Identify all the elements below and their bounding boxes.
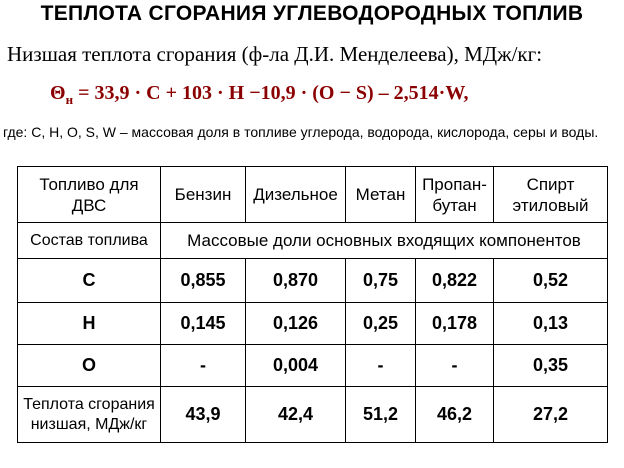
table-cell: 0,75 — [346, 259, 416, 303]
header-ethanol — [494, 167, 608, 223]
table-cell: 0,822 — [416, 259, 494, 303]
subtitle: Низшая теплота сгорания (ф-ла Д.И. Менделеева), МДж/кг: — [7, 42, 543, 66]
page-title: ТЕПЛОТА СГОРАНИЯ УГЛЕВОДОРОДНЫХ ТОПЛИВ — [40, 2, 584, 25]
table-cell: 0,126 — [246, 303, 346, 345]
heat-value: 42,4 — [246, 387, 346, 443]
header-line: Спирт — [526, 174, 575, 194]
table-header-row — [18, 167, 608, 223]
table-row — [18, 303, 608, 345]
heat-row — [18, 387, 608, 443]
row-label: C — [18, 259, 161, 303]
row-label: O — [18, 345, 161, 387]
header-propane-butane — [416, 167, 494, 223]
fuel-table — [17, 166, 608, 443]
header-methane: Метан — [346, 167, 416, 223]
heat-value: 27,2 — [494, 387, 608, 443]
table-cell: - — [416, 345, 494, 387]
heat-value: 43,9 — [161, 387, 246, 443]
mendeleev-formula — [50, 82, 469, 108]
header-diesel: Дизельное — [246, 167, 346, 223]
header-gasoline: Бензин — [161, 167, 246, 223]
composition-label: Состав топлива — [18, 223, 161, 259]
heat-label — [18, 387, 161, 443]
heat-label-line: низшая, МДж/кг — [30, 415, 148, 433]
table-row — [18, 345, 608, 387]
heat-value: 51,2 — [346, 387, 416, 443]
header-line: Пропан- — [422, 174, 487, 194]
header-line: бутан — [432, 195, 477, 215]
table-cell: 0,13 — [494, 303, 608, 345]
header-line: Топливо для — [39, 174, 139, 194]
table-cell: - — [346, 345, 416, 387]
row-label: H — [18, 303, 161, 345]
table-cell: 0,870 — [246, 259, 346, 303]
table-cell: - — [161, 345, 246, 387]
formula-expression: = 33,9 · C + 103 · H −10,9 · (O − S) – 2,514·W, — [73, 82, 469, 104]
header-line: этиловый — [512, 195, 589, 215]
formula-legend: где: C, H, O, S, W – массовая доля в топливе углерода, водорода, кислорода, серы и воды. — [3, 124, 599, 140]
composition-caption: Массовые доли основных входящих компонентов — [161, 223, 608, 259]
formula-symbol: Θ — [50, 82, 66, 104]
table-cell: 0,004 — [246, 345, 346, 387]
table-cell: 0,25 — [346, 303, 416, 345]
composition-row — [18, 223, 608, 259]
table-cell: 0,178 — [416, 303, 494, 345]
table-cell: 0,52 — [494, 259, 608, 303]
header-fuel-type — [18, 167, 161, 223]
table-cell: 0,855 — [161, 259, 246, 303]
table-cell: 0,145 — [161, 303, 246, 345]
header-line: ДВС — [71, 195, 107, 215]
table-row — [18, 259, 608, 303]
heat-value: 46,2 — [416, 387, 494, 443]
heat-label-line: Теплота сгорания — [23, 395, 155, 413]
table-cell: 0,35 — [494, 345, 608, 387]
formula-subscript: н — [65, 92, 74, 107]
